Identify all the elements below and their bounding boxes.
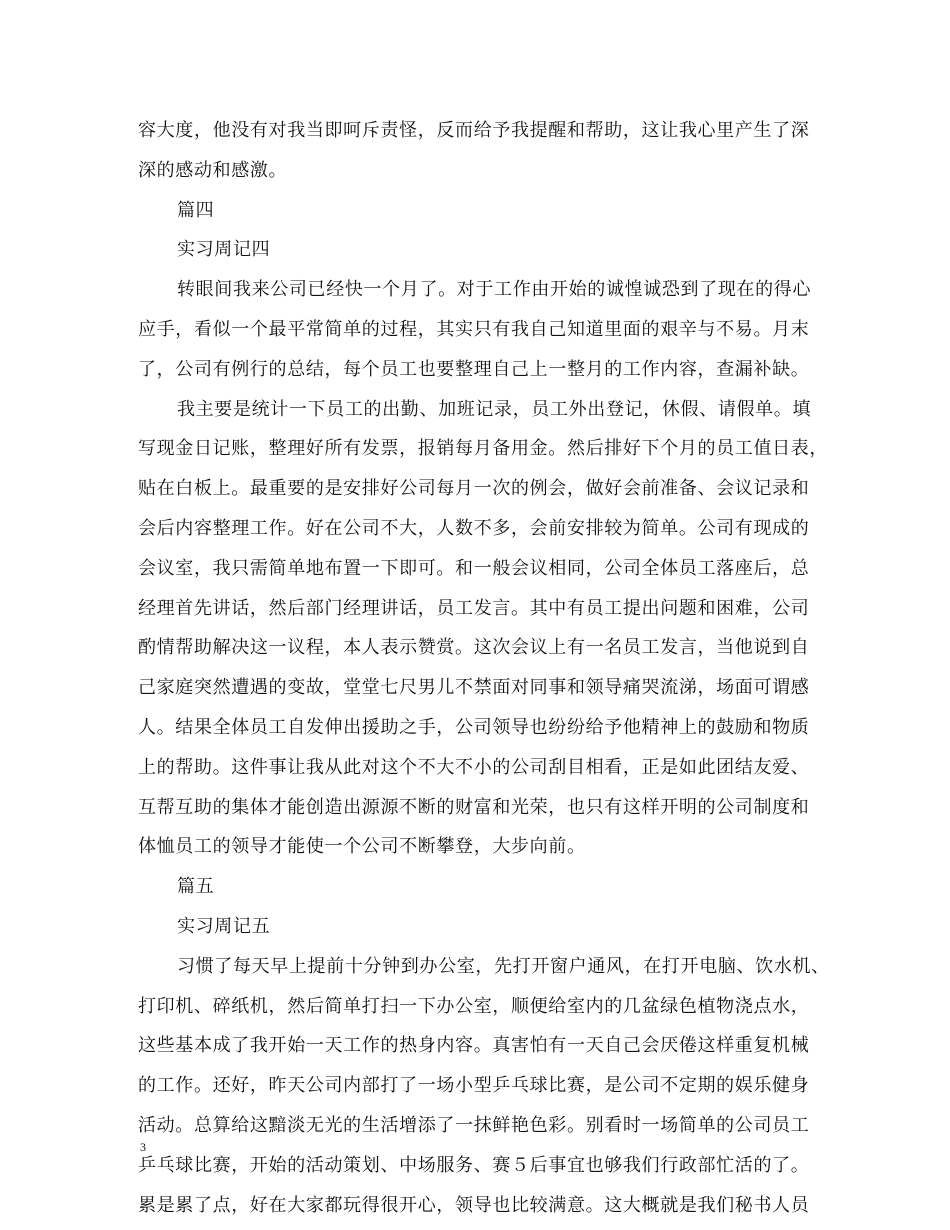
body-text-line: 己家庭突然遭遇的变故，堂堂七尺男儿不禁面对同事和领导痛哭流涕，场面可谓感 bbox=[138, 677, 810, 699]
body-text-line: 深的感动和感激。 bbox=[138, 159, 288, 181]
body-text-line: 上的帮助。这件事让我从此对这个不大不小的公司刮目相看，正是如此团结友爱、 bbox=[138, 756, 810, 778]
body-text-line: 活动。总算给这黯淡无光的生活增添了一抹鲜艳色彩。别看时一场简单的公司员工 bbox=[138, 1114, 810, 1136]
body-text-line: 乒乓球比赛，开始的活动策划、中场服务、赛５后事宜也够我们行政部忙活的了。 bbox=[138, 1154, 810, 1176]
section-title: 实习周记五 bbox=[177, 915, 271, 937]
body-text-line: 我主要是统计一下员工的出勤、加班记录，员工外出登记，休假、请假单。填 bbox=[177, 398, 812, 420]
body-text-line: 打印机、碎纸机，然后简单打扫一下办公室，顺便给室内的几盆绿色植物浇点水， bbox=[138, 995, 810, 1017]
body-text-line: 人。结果全体员工自发伸出援助之手，公司领导也纷纷给予他精神上的鼓励和物质 bbox=[138, 716, 810, 738]
section-heading: 篇五 bbox=[177, 876, 215, 898]
body-text-line: 经理首先讲话，然后部门经理讲话，员工发言。其中有员工提出问题和困难，公司 bbox=[138, 597, 810, 619]
body-text-line: 互帮互助的集体才能创造出源源不断的财富和光荣，也只有这样开明的公司制度和 bbox=[138, 796, 810, 818]
section-heading: 篇四 bbox=[177, 199, 215, 221]
body-text-line: 累是累了点，好在大家都玩得很开心，领导也比较满意。这大概就是我们秘书人员 bbox=[138, 1194, 810, 1216]
body-text-line: 酌情帮助解决这一议程，本人表示赞赏。这次会议上有一名员工发言，当他说到自 bbox=[138, 637, 810, 659]
body-text-line: 的工作。还好，昨天公司内部打了一场小型乒乓球比赛，是公司不定期的娱乐健身 bbox=[138, 1075, 810, 1097]
body-text-line: 应手，看似一个最平常简单的过程，其实只有我自己知道里面的艰辛与不易。月末 bbox=[138, 318, 810, 340]
page-number: 3 bbox=[140, 1140, 146, 1154]
body-text-line: 会后内容整理工作。好在公司不大，人数不多，会前安排较为简单。公司有现成的 bbox=[138, 517, 810, 539]
body-text-line: 体恤员工的领导才能使一个公司不断攀登，大步向前。 bbox=[138, 836, 586, 858]
body-text-line: 贴在白板上。最重要的是安排好公司每月一次的例会，做好会前准备、会议记录和 bbox=[138, 478, 810, 500]
body-text-line: 了，公司有例行的总结，每个员工也要整理自己上一整月的工作内容，查漏补缺。 bbox=[138, 358, 810, 380]
body-text-line: 转眼间我来公司已经快一个月了。对于工作由开始的诚惶诚恐到了现在的得心 bbox=[177, 279, 812, 301]
body-text-line: 容大度，他没有对我当即呵斥责怪，反而给予我提醒和帮助，这让我心里产生了深 bbox=[138, 120, 810, 141]
body-text-line: 写现金日记账，整理好所有发票，报销每月备用金。然后排好下个月的员工值日表， bbox=[138, 438, 829, 460]
document-body bbox=[138, 111, 828, 1225]
body-text-line: 会议室，我只需简单地布置一下即可。和一般会议相同，公司全体员工落座后，总 bbox=[138, 557, 810, 579]
body-text-line: 这些基本成了我开始一天工作的热身内容。真害怕有一天自己会厌倦这样重复机械 bbox=[138, 1035, 810, 1057]
section-title: 实习周记四 bbox=[177, 239, 271, 261]
body-text-line: 习惯了每天早上提前十分钟到办公室，先打开窗户通风，在打开电脑、饮水机、 bbox=[177, 955, 830, 977]
